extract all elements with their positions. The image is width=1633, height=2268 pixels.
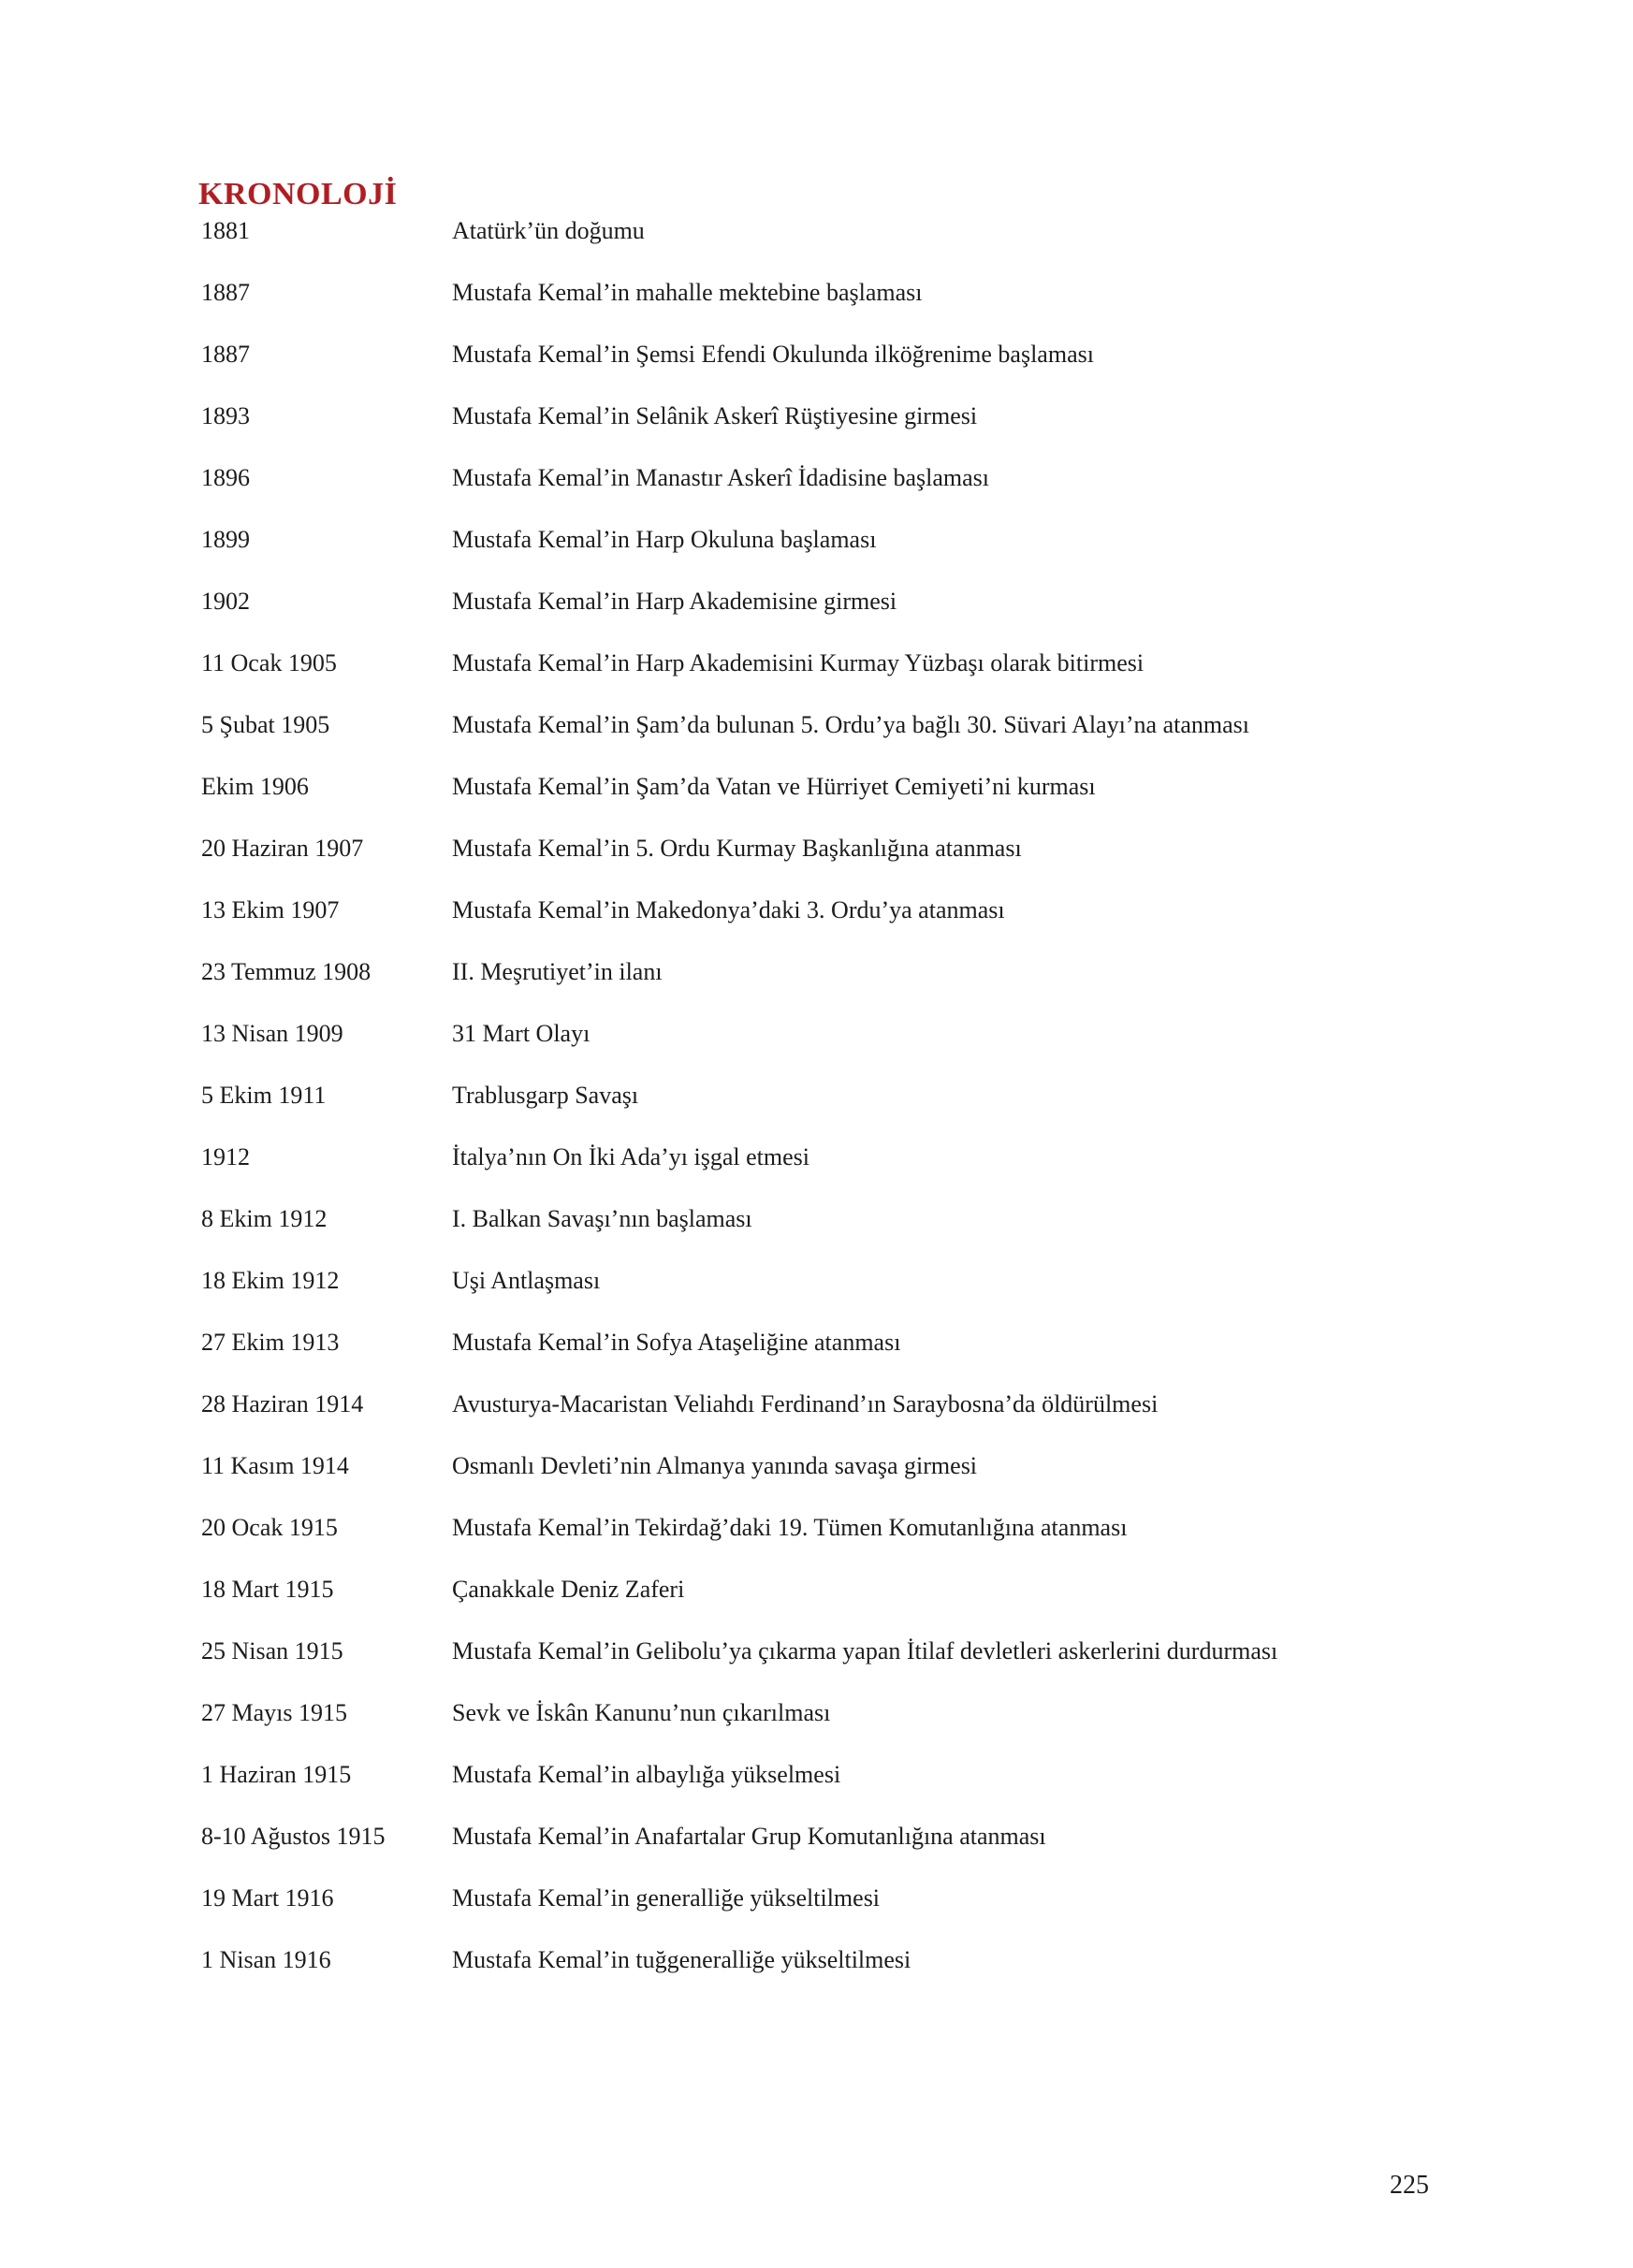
entry-date: 1 Nisan 1916 <box>201 1946 331 1973</box>
entry-event: Mustafa Kemal’in Gelibolu’ya çıkarma yapan İtilaf devletleri askerlerini durdurması <box>452 1637 1278 1665</box>
chronology-row <box>201 1576 1474 1637</box>
chronology-row <box>201 1761 1474 1823</box>
entry-event: Mustafa Kemal’in Anafartalar Grup Komutanlığına atanması <box>452 1823 1046 1850</box>
entry-event: Trablusgarp Savaşı <box>452 1082 639 1109</box>
entry-date: 19 Mart 1916 <box>201 1884 334 1912</box>
entry-event: Mustafa Kemal’in Harp Akademisini Kurmay Yüzbaşı olarak bitirmesi <box>452 649 1145 676</box>
chronology-row <box>201 1390 1474 1452</box>
chronology-row <box>201 896 1474 958</box>
chronology-row <box>201 1637 1474 1699</box>
entry-date: 5 Ekim 1911 <box>201 1082 327 1109</box>
entry-event: Mustafa Kemal’in Manastır Askerî İdadisine başlaması <box>452 464 990 491</box>
entry-event: Mustafa Kemal’in albaylığa yükselmesi <box>452 1761 841 1788</box>
entry-date: 1896 <box>201 464 250 491</box>
chronology-row <box>201 1699 1474 1761</box>
entry-date: 1 Haziran 1915 <box>201 1761 352 1788</box>
chronology-row <box>201 217 1474 279</box>
chronology-row <box>201 1205 1474 1267</box>
chronology-row <box>201 1884 1474 1946</box>
entry-event: Mustafa Kemal’in Sofya Ataşeliğine atanması <box>452 1329 901 1356</box>
entry-date: 1893 <box>201 402 250 429</box>
chronology-row <box>201 279 1474 341</box>
entry-date: 8 Ekim 1912 <box>201 1205 328 1232</box>
entry-date: 20 Ocak 1915 <box>201 1514 338 1541</box>
chronology-row <box>201 835 1474 896</box>
entry-date: 1887 <box>201 279 250 306</box>
entry-event: I. Balkan Savaşı’nın başlaması <box>452 1205 752 1232</box>
entry-date: 5 Şubat 1905 <box>201 711 330 738</box>
entry-event: Mustafa Kemal’in Harp Okuluna başlaması <box>452 526 877 553</box>
chronology-row <box>201 1452 1474 1514</box>
chronology-row <box>201 1082 1474 1143</box>
entry-date: 1881 <box>201 217 250 244</box>
chronology-row <box>201 341 1474 402</box>
entry-date: 1899 <box>201 526 250 553</box>
entry-event: Mustafa Kemal’in mahalle mektebine başlaması <box>452 279 923 306</box>
entry-date: 25 Nisan 1915 <box>201 1637 343 1665</box>
entry-date: 27 Ekim 1913 <box>201 1329 340 1356</box>
entry-event: Mustafa Kemal’in Şemsi Efendi Okulunda ilköğrenime başlaması <box>452 341 1094 368</box>
entry-event: II. Meşrutiyet’in ilanı <box>452 958 663 985</box>
chronology-row <box>201 773 1474 835</box>
entry-event: Mustafa Kemal’in tuğgeneralliğe yükseltilmesi <box>452 1946 911 1973</box>
entry-event: Osmanlı Devleti’nin Almanya yanında savaşa girmesi <box>452 1452 978 1479</box>
entry-event: 31 Mart Olayı <box>452 1020 591 1047</box>
entry-date: 18 Mart 1915 <box>201 1576 334 1603</box>
entry-date: 11 Kasım 1914 <box>201 1452 349 1479</box>
entry-event: Mustafa Kemal’in Tekirdağ’daki 19. Tümen Komutanlığına atanması <box>452 1514 1128 1541</box>
entry-date: 27 Mayıs 1915 <box>201 1699 347 1726</box>
entry-event: Mustafa Kemal’in Makedonya’daki 3. Ordu’ya atanması <box>452 896 1005 923</box>
chronology-row <box>201 588 1474 649</box>
entry-date: 23 Temmuz 1908 <box>201 958 372 985</box>
entry-date: 1912 <box>201 1143 250 1170</box>
chronology-row <box>201 464 1474 526</box>
page-title: KRONOLOJİ <box>198 176 398 211</box>
entry-event: Mustafa Kemal’in 5. Ordu Kurmay Başkanlığına atanması <box>452 835 1022 862</box>
entry-date: 1887 <box>201 341 250 368</box>
chronology-row <box>201 402 1474 464</box>
entry-event: Mustafa Kemal’in Selânik Askerî Rüştiyesine girmesi <box>452 402 978 429</box>
chronology-row <box>201 1020 1474 1082</box>
entry-event: Atatürk’ün doğumu <box>452 217 645 244</box>
entry-event: Avusturya-Macaristan Veliahdı Ferdinand’ın Saraybosna’da öldürülmesi <box>452 1390 1159 1418</box>
entry-date: 8-10 Ağustos 1915 <box>201 1823 386 1850</box>
entry-event: Mustafa Kemal’in Harp Akademisine girmesi <box>452 588 897 615</box>
entry-event: Mustafa Kemal’in Şam’da Vatan ve Hürriyet Cemiyeti’ni kurması <box>452 773 1096 800</box>
entry-date: Ekim 1906 <box>201 773 309 800</box>
entry-event: Çanakkale Deniz Zaferi <box>452 1576 685 1603</box>
entry-date: 13 Nisan 1909 <box>201 1020 343 1047</box>
entry-date: 20 Haziran 1907 <box>201 835 364 862</box>
entry-event: Mustafa Kemal’in generalliğe yükseltilmesi <box>452 1884 881 1912</box>
chronology-row <box>201 1143 1474 1205</box>
chronology-row <box>201 1329 1474 1390</box>
chronology-list <box>201 217 1474 2008</box>
entry-date: 11 Ocak 1905 <box>201 649 337 676</box>
entry-event: Mustafa Kemal’in Şam’da bulunan 5. Ordu’ya bağlı 30. Süvari Alayı’na atanması <box>452 711 1250 738</box>
chronology-row <box>201 1946 1474 2008</box>
entry-event: Sevk ve İskân Kanunu’nun çıkarılması <box>452 1699 831 1726</box>
entry-event: Uşi Antlaşması <box>452 1267 601 1294</box>
chronology-row <box>201 958 1474 1020</box>
chronology-row <box>201 1823 1474 1884</box>
chronology-row <box>201 1267 1474 1329</box>
entry-date: 28 Haziran 1914 <box>201 1390 364 1418</box>
chronology-row <box>201 1514 1474 1576</box>
chronology-row <box>201 711 1474 773</box>
page-number: 225 <box>1390 2171 1429 2200</box>
entry-date: 13 Ekim 1907 <box>201 896 340 923</box>
entry-event: İtalya’nın On İki Ada’yı işgal etmesi <box>452 1143 809 1170</box>
entry-date: 18 Ekim 1912 <box>201 1267 340 1294</box>
chronology-row <box>201 526 1474 588</box>
entry-date: 1902 <box>201 588 250 615</box>
chronology-row <box>201 649 1474 711</box>
